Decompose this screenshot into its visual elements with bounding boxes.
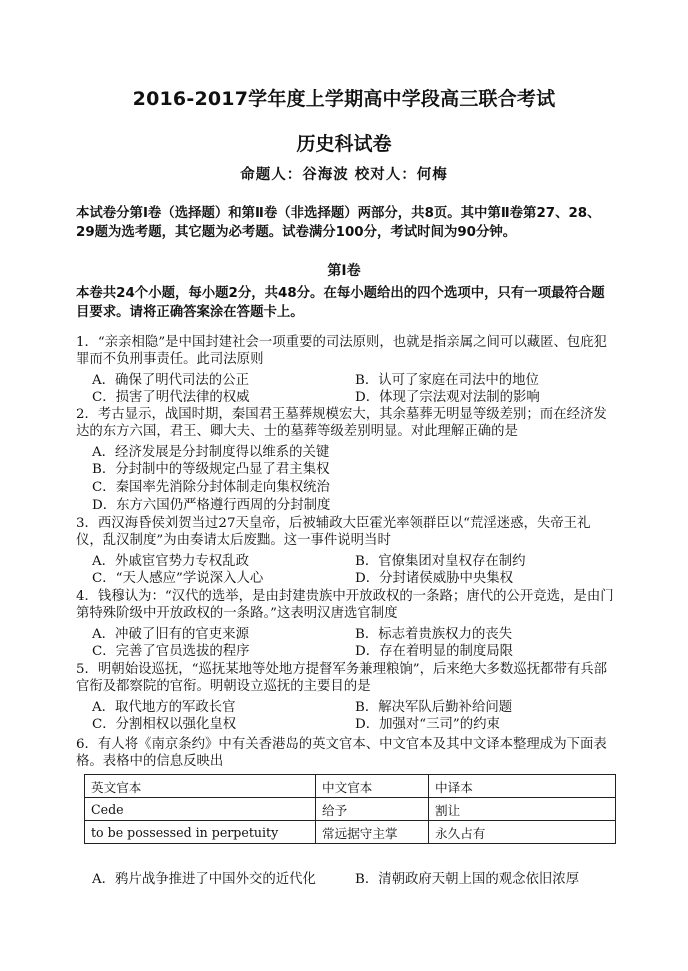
table-row	[85, 821, 616, 844]
question-3-stem: 3．西汉海昏侯刘贺当过27天皇帝，后被辅政大臣霍光率领群臣以“荒淫迷惑，失帝王礼仪，乱汉制度”为由奏请太后废黜。这一事件说明当时	[76, 516, 591, 549]
question-5-option-a: A．取代地方的军政长官	[92, 700, 236, 715]
question-1-stem: 1．“亲亲相隐”是中国封建社会一项重要的司法原则，也就是指亲属之间可以藏匿、包庇犯罪而不负刑事责任。此司法原则	[76, 335, 608, 368]
intro-paragraph: 本试卷分第Ⅰ卷（选择题）和第Ⅱ卷（非选择题）两部分，共8页。其中第Ⅱ卷第27、28、29题为选考题，其它题为必考题。试卷满分100分，考试时间为90分钟。	[76, 206, 601, 240]
treaty-comparison-table	[84, 774, 616, 844]
question-4-option-c: C．完善了官员选拔的程序	[92, 644, 250, 659]
question-5-stem: 5．明朝始设巡抚，“巡抚某地等处地方提督军务兼理粮饷”，后来绝大多数巡抚都带有兵部官衔及都察院的官衔。明朝设立巡抚的主要目的是	[76, 662, 608, 695]
question-2-option-c: C．秦国率先消除分封体制走向集权统治	[92, 480, 330, 495]
section-heading: 第Ⅰ卷	[327, 263, 361, 279]
table-header-cell: 中文官本	[316, 775, 429, 798]
question-4-option-d: D．存在着明显的制度局限	[355, 644, 514, 659]
question-3-option-b: B．官僚集团对皇权存在制约	[355, 554, 526, 569]
table-cell: 常远据守主掌	[316, 821, 429, 844]
question-6-option-a: A．鸦片战争推进了中国外交的近代化	[92, 872, 316, 887]
section-instructions: 本卷共24个小题，每小题2分，共48分。在每小题给出的四个选项中，只有一项最符合题目要求。请将正确答案涂在答题卡上。	[76, 286, 605, 320]
question-5-option-c: C．分割相权以强化皇权	[92, 717, 237, 732]
question-1-option-b: B．认可了家庭在司法中的地位	[355, 373, 539, 388]
table-cell: Cede	[85, 798, 316, 821]
table-header-cell: 中译本	[429, 775, 616, 798]
table-cell: to be possessed in perpetuity	[85, 821, 316, 844]
exam-title: 2016-2017学年度上学期高中学段高三联合考试	[132, 88, 556, 110]
table-header-cell: 英文官本	[85, 775, 316, 798]
question-4-option-a: A．冲破了旧有的官吏来源	[92, 627, 249, 642]
question-2-option-b: B．分封制中的等级规定凸显了君主集权	[92, 462, 330, 477]
question-2-stem: 2．考古显示，战国时期，秦国君王墓葬规模宏大，其余墓葬无明显等级差别；而在经济发达的东方六国，君王、卿大夫、士的墓葬等级差别明显。对此理解正确的是	[76, 407, 607, 440]
table-cell: 给予	[316, 798, 429, 821]
question-1-option-d: D．体现了宗法观对法制的影响	[355, 390, 540, 405]
table-cell: 永久占有	[429, 821, 616, 844]
exam-subject: 历史科试卷	[296, 133, 392, 155]
question-6-option-b: B．清朝政府天朝上国的观念依旧浓厚	[355, 872, 580, 887]
table-row	[85, 798, 616, 821]
question-3-option-d: D．分封诸侯威胁中央集权	[355, 571, 514, 586]
question-1-option-c: C．损害了明代法律的权威	[92, 390, 250, 405]
exam-authors: 命题人：谷海波 校对人：何梅	[240, 167, 448, 183]
question-4-stem: 4．钱穆认为：“汉代的选举，是由封建贵族中开放政权的一条路；唐代的公开竞选，是由门第特殊阶级中开放政权的一条路。”这表明汉唐选官制度	[76, 589, 614, 622]
question-2-option-d: D．东方六国仍严格遵行西周的分封制度	[92, 498, 331, 513]
table-cell: 割让	[429, 798, 616, 821]
question-5-option-b: B．解决军队后勤补给问题	[355, 700, 513, 715]
question-3-option-a: A．外戚宦官势力专权乱政	[92, 554, 249, 569]
question-4-option-b: B．标志着贵族权力的丧失	[355, 627, 513, 642]
question-1-option-a: A．确保了明代司法的公正	[92, 373, 249, 388]
question-2-option-a: A．经济发展是分封制度得以维系的关键	[92, 445, 330, 460]
question-5-option-d: D．加强对“三司”的约束	[355, 717, 500, 732]
question-6-stem: 6．有人将《南京条约》中有关香港岛的英文官本、中文官本及其中文译本整理成为下面表格。表格中的信息反映出	[76, 737, 607, 770]
question-3-option-c: C．“天人感应”学说深入人心	[92, 571, 264, 586]
table-header-row	[85, 775, 616, 798]
